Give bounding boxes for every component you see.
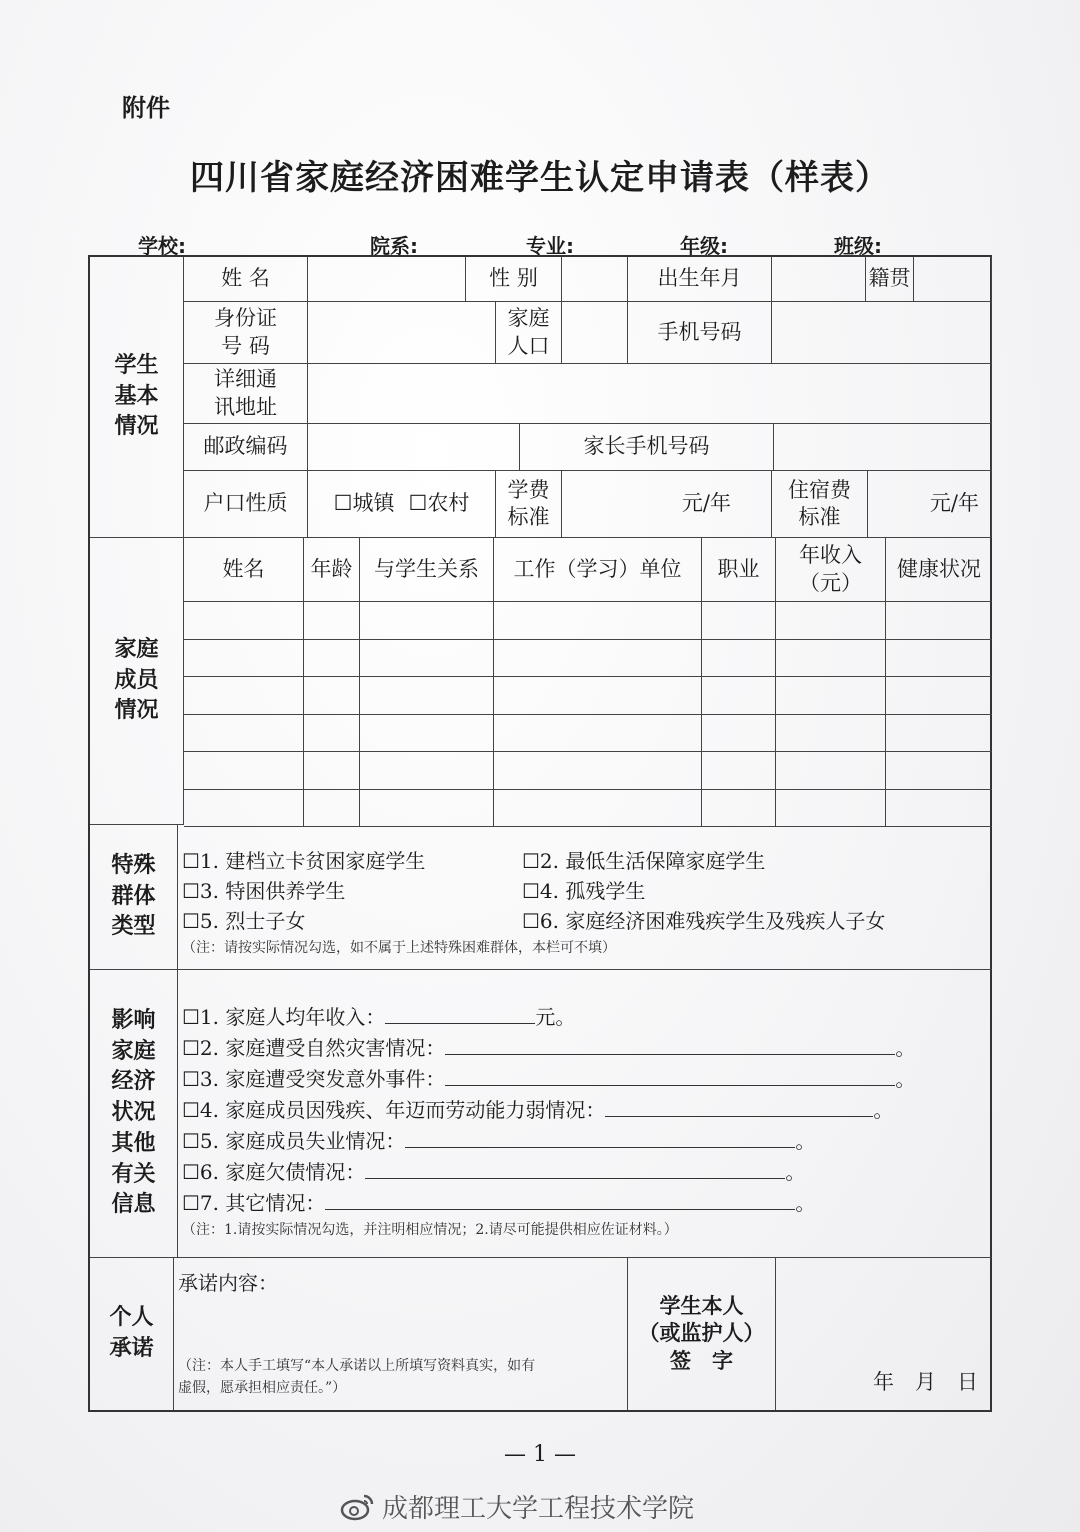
id-value[interactable] bbox=[308, 302, 496, 364]
other-item-6[interactable] bbox=[182, 1156, 805, 1185]
family-cell-occupation[interactable] bbox=[702, 677, 776, 715]
family-col-age: 年龄 bbox=[304, 538, 360, 602]
other-item-1[interactable] bbox=[182, 1001, 575, 1030]
family-cell-annual-income[interactable] bbox=[776, 752, 886, 790]
family-cell-health[interactable] bbox=[886, 715, 992, 753]
school-label: 学校: bbox=[138, 234, 186, 258]
other-item-3-blank[interactable] bbox=[445, 1067, 895, 1086]
family-cell-relation[interactable] bbox=[360, 602, 494, 640]
family-cell-age[interactable] bbox=[304, 752, 360, 790]
signature-box[interactable] bbox=[776, 1258, 992, 1410]
signer-line-3: 签 字 bbox=[670, 1348, 733, 1373]
special-note: （注：请按实际情况勾选，如不属于上述特殊困难群体，本栏可不填） bbox=[182, 940, 616, 956]
special-option-3[interactable]: ☐3. 特困供养学生 bbox=[182, 879, 346, 903]
other-item-7-label: ☐7. 其它情况： bbox=[182, 1191, 326, 1215]
special-section-label: 特殊群体类型 bbox=[90, 825, 178, 970]
family-cell-relation[interactable] bbox=[360, 640, 494, 678]
family-col-relation: 与学生关系 bbox=[360, 538, 494, 602]
other-item-1-unit: 元。 bbox=[535, 1005, 576, 1029]
other-section-label: 影响家庭经济状况其他有关信息 bbox=[90, 970, 178, 1258]
rural-checkbox[interactable]: ☐农村 bbox=[408, 491, 470, 516]
watermark-text: 成都理工大学工程技术学院 bbox=[382, 1494, 695, 1524]
family-cell-annual-income[interactable] bbox=[776, 677, 886, 715]
family-cell-age[interactable] bbox=[304, 677, 360, 715]
special-option-6[interactable]: ☐6. 家庭经济困难残疾学生及残疾人子女 bbox=[522, 909, 886, 933]
dorm-label: 住宿费标准 bbox=[772, 471, 868, 538]
other-item-4-label: ☐4. 家庭成员因残疾、年迈而劳动能力弱情况： bbox=[182, 1098, 606, 1122]
family-cell-health[interactable] bbox=[886, 602, 992, 640]
promise-content-label: 承诺内容： bbox=[178, 1271, 278, 1295]
other-item-6-blank[interactable] bbox=[365, 1160, 785, 1179]
family-cell-age[interactable] bbox=[304, 640, 360, 678]
gender-value[interactable] bbox=[562, 257, 628, 302]
family-cell-name[interactable] bbox=[184, 677, 304, 715]
family-col-health: 健康状况 bbox=[886, 538, 992, 602]
gender-label: 性 别 bbox=[466, 257, 562, 302]
family-cell-occupation[interactable] bbox=[702, 715, 776, 753]
other-item-2[interactable] bbox=[182, 1032, 915, 1061]
family-cell-name[interactable] bbox=[184, 602, 304, 640]
signer-label bbox=[628, 1258, 776, 1410]
family-col-annual-income: 年收入（元） bbox=[776, 538, 886, 602]
family-col-name: 姓名 bbox=[184, 538, 304, 602]
basic-section-label: 学生基本情况 bbox=[90, 257, 184, 538]
family-cell-health[interactable] bbox=[886, 790, 992, 828]
tuition-value[interactable]: 元/年 bbox=[562, 471, 772, 538]
other-item-6-end: 。 bbox=[785, 1160, 806, 1184]
family-cell-annual-income[interactable] bbox=[776, 715, 886, 753]
other-item-5-label: ☐5. 家庭成员失业情况： bbox=[182, 1129, 406, 1153]
family-col-occupation: 职业 bbox=[702, 538, 776, 602]
other-item-5-blank[interactable] bbox=[405, 1129, 795, 1148]
family-cell-work-unit[interactable] bbox=[494, 715, 702, 753]
family-cell-age[interactable] bbox=[304, 715, 360, 753]
promise-section-label: 个人承诺 bbox=[90, 1258, 174, 1410]
household-value[interactable] bbox=[562, 302, 628, 364]
other-item-4-blank[interactable] bbox=[605, 1098, 873, 1117]
other-item-2-label: ☐2. 家庭遭受自然灾害情况： bbox=[182, 1036, 446, 1060]
special-option-1[interactable]: ☐1. 建档立卡贫困家庭学生 bbox=[182, 849, 426, 873]
tuition-label: 学费标准 bbox=[496, 471, 562, 538]
birth-label: 出生年月 bbox=[628, 257, 772, 302]
name-value[interactable] bbox=[308, 257, 466, 302]
family-cell-health[interactable] bbox=[886, 640, 992, 678]
signer-line-2: （或监护人） bbox=[638, 1321, 765, 1346]
family-cell-occupation[interactable] bbox=[702, 602, 776, 640]
other-item-1-label: ☐1. 家庭人均年收入： bbox=[182, 1005, 386, 1029]
household-label: 家庭人口 bbox=[496, 302, 562, 364]
family-cell-health[interactable] bbox=[886, 677, 992, 715]
family-cell-work-unit[interactable] bbox=[494, 677, 702, 715]
parent-phone-label: 家长手机号码 bbox=[520, 424, 774, 471]
address-value[interactable] bbox=[308, 364, 992, 424]
family-cell-annual-income[interactable] bbox=[776, 640, 886, 678]
annex-label: 附件 bbox=[122, 94, 170, 122]
id-label: 身份证号 码 bbox=[184, 302, 308, 364]
family-cell-annual-income[interactable] bbox=[776, 790, 886, 828]
promise-note-line-1: （注：本人手工填写“本人承诺以上所填写资料真实，如有 bbox=[178, 1358, 536, 1374]
sign-date: 年 月 日 bbox=[873, 1369, 978, 1394]
major-label: 专业: bbox=[526, 234, 574, 258]
watermark bbox=[340, 1488, 694, 1525]
native-value[interactable] bbox=[914, 257, 992, 302]
urban-checkbox[interactable]: ☐城镇 bbox=[333, 491, 395, 516]
special-option-4[interactable]: ☐4. 孤残学生 bbox=[522, 879, 646, 903]
family-cell-name[interactable] bbox=[184, 640, 304, 678]
family-cell-relation[interactable] bbox=[360, 752, 494, 790]
application-form bbox=[88, 255, 992, 1412]
birth-value[interactable] bbox=[772, 257, 866, 302]
class-label: 班级: bbox=[834, 234, 882, 258]
family-cell-work-unit[interactable] bbox=[494, 790, 702, 828]
family-cell-occupation[interactable] bbox=[702, 640, 776, 678]
family-cell-relation[interactable] bbox=[360, 715, 494, 753]
other-item-7[interactable] bbox=[182, 1187, 815, 1216]
family-cell-work-unit[interactable] bbox=[494, 602, 702, 640]
family-cell-occupation[interactable] bbox=[702, 790, 776, 828]
dept-label: 院系: bbox=[370, 234, 418, 258]
other-note: （注：1.请按实际情况勾选，并注明相应情况；2.请尽可能提供相应佐证材料。） bbox=[182, 1222, 678, 1238]
native-label: 籍贯 bbox=[866, 257, 914, 302]
family-cell-annual-income[interactable] bbox=[776, 602, 886, 640]
family-cell-work-unit[interactable] bbox=[494, 640, 702, 678]
family-cell-age[interactable] bbox=[304, 602, 360, 640]
form-title: 四川省家庭经济困难学生认定申请表（样表） bbox=[190, 158, 890, 198]
postcode-value[interactable] bbox=[308, 424, 520, 471]
special-option-2[interactable]: ☐2. 最低生活保障家庭学生 bbox=[522, 849, 766, 873]
family-cell-name[interactable] bbox=[184, 752, 304, 790]
hukou-label: 户口性质 bbox=[184, 471, 308, 538]
signer-line-1: 学生本人 bbox=[659, 1294, 744, 1319]
family-cell-age[interactable] bbox=[304, 790, 360, 828]
family-cell-health[interactable] bbox=[886, 752, 992, 790]
other-item-2-blank[interactable] bbox=[445, 1036, 895, 1055]
other-item-3-end: 。 bbox=[895, 1067, 916, 1091]
family-cell-name[interactable] bbox=[184, 715, 304, 753]
other-item-3-label: ☐3. 家庭遭受突发意外事件： bbox=[182, 1067, 446, 1091]
other-item-5[interactable] bbox=[182, 1125, 815, 1154]
other-item-7-blank[interactable] bbox=[325, 1191, 795, 1210]
family-cell-name[interactable] bbox=[184, 790, 304, 828]
family-cell-relation[interactable] bbox=[360, 790, 494, 828]
hukou-options bbox=[308, 471, 496, 538]
other-item-3[interactable] bbox=[182, 1063, 915, 1092]
family-col-work-unit: 工作（学习）单位 bbox=[494, 538, 702, 602]
other-item-1-blank[interactable] bbox=[385, 1005, 535, 1024]
phone-value[interactable] bbox=[772, 302, 992, 364]
address-label: 详细通讯地址 bbox=[184, 364, 308, 424]
family-cell-relation[interactable] bbox=[360, 677, 494, 715]
phone-label: 手机号码 bbox=[628, 302, 772, 364]
family-cell-occupation[interactable] bbox=[702, 752, 776, 790]
parent-phone-value[interactable] bbox=[774, 424, 992, 471]
page-number: — 1 — bbox=[504, 1442, 576, 1467]
grade-label: 年级: bbox=[680, 234, 728, 258]
postcode-label: 邮政编码 bbox=[184, 424, 308, 471]
other-item-2-end: 。 bbox=[895, 1036, 916, 1060]
promise-note-line-2: 虚假，愿承担相应责任。”） bbox=[178, 1380, 347, 1396]
family-section-label: 家庭成员情况 bbox=[90, 538, 184, 825]
other-item-5-end: 。 bbox=[795, 1129, 816, 1153]
other-item-6-label: ☐6. 家庭欠债情况： bbox=[182, 1160, 366, 1184]
special-option-5[interactable]: ☐5. 烈士子女 bbox=[182, 909, 306, 933]
weibo-icon bbox=[340, 1492, 374, 1522]
other-item-4-end: 。 bbox=[873, 1098, 894, 1122]
other-item-7-end: 。 bbox=[795, 1191, 816, 1215]
dorm-value[interactable]: 元/年 bbox=[868, 471, 992, 538]
name-label: 姓 名 bbox=[184, 257, 308, 302]
other-item-4[interactable] bbox=[182, 1094, 893, 1123]
family-cell-work-unit[interactable] bbox=[494, 752, 702, 790]
